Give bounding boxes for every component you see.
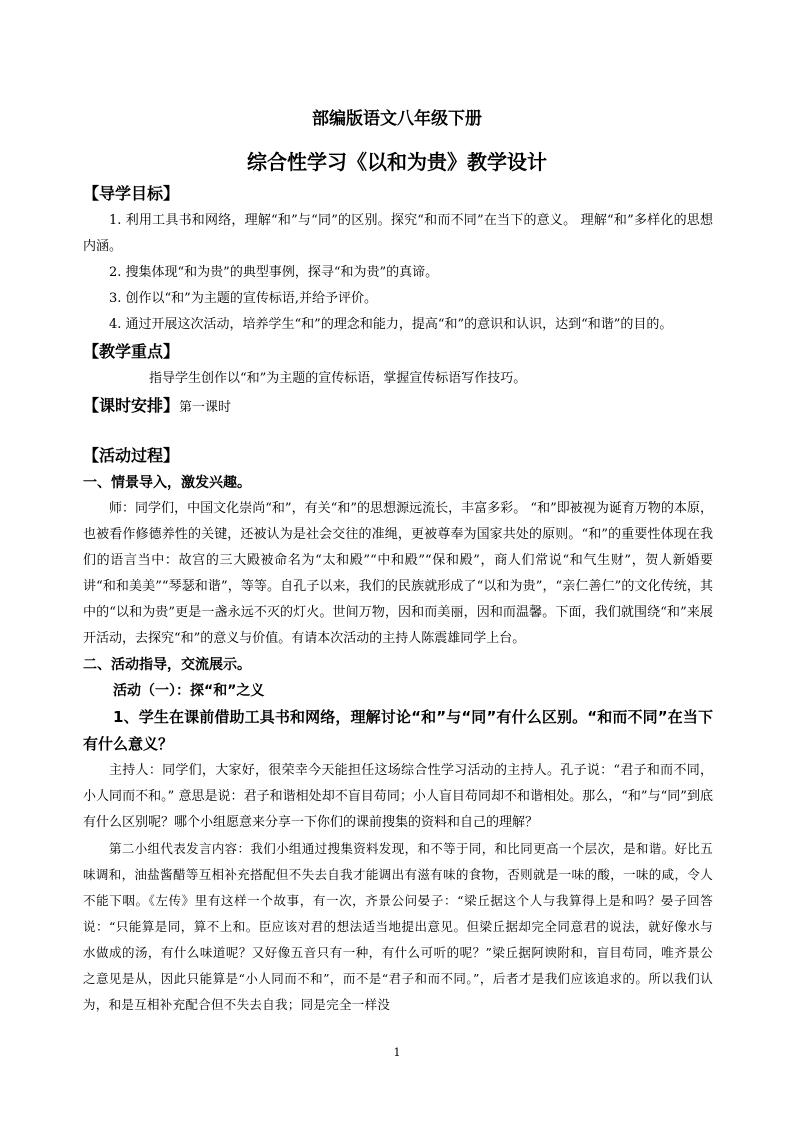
discussion-question: 1、学生在课前借助工具书和网络，理解讨论“和”与“同”有什么区别。“和而不同”在当下有什么意义？ <box>83 708 713 753</box>
section-title: 一、情景导入，激发兴趣。 <box>83 475 251 491</box>
objectives-heading: 【导学目标】 <box>83 184 180 203</box>
host-paragraph: 主持人：同学们，大家好，很荣幸今天能担任这场综合性学习活动的主持人。孔子说：“君子和而不同，小人同而不和。” 意思是说：君子和谐相处却不盲目苟同；小人盲目苟同却不和谐相处。那么，“和”与“同”到底有什么区别呢？哪个小组愿意来分享一下你们的课前搜集的资料和自己的理解？ <box>83 763 713 830</box>
objective-item: 1. 利用工具书和网络，理解“和”与“同”的区别。探究“和而不同”在当下的意义。 理解“和”多样化的思想内涵。 <box>83 213 713 254</box>
page-number: 1 <box>393 1046 401 1059</box>
schedule-line <box>83 392 713 422</box>
objective-item: 4. 通过开展这次活动，培养学生“和”的理念和能力，提高“和”的意识和认识，达到“和谐”的目的。 <box>109 317 673 332</box>
document-subtitle: 综合性学习《以和为贵》教学设计 <box>247 150 547 174</box>
process-heading: 【活动过程】 <box>83 446 180 465</box>
document-title: 部编版语文八年级下册 <box>312 109 482 129</box>
intro-paragraph: 师：同学们，中国文化崇尚“和”，有关“和”的思想源远流长，丰富多彩。 “和”即被视为诞育万物的本原，也被看作修德养性的关键，还被认为是社会交往的准绳，更被尊奉为国家共处的原则。“和”的重要性体现在我们的语言当中：故宫的三大殿被命名为“太和殿”“中和殿”“保和殿”，商人们常说“和气生财”，贺人新婚要讲“和和美美”“琴瑟和谐”，等等。自孔子以来，我们的民族就形成了“以和为贵”，“亲仁善仁”的文化传统，其中的“以和为贵”更是一盏永远不灭的灯火。世间万物，因和而美丽，因和而温馨。下面，我们就围绕“和”来展开活动，去探究“和”的意义与价值。有请本次活动的主持人陈震雄同学上台。 <box>83 501 713 646</box>
schedule-heading: 【课时安排】 <box>83 396 180 415</box>
key-points-text: 指导学生创作以“和”为主题的宣传标语，掌握宣传标语写作技巧。 <box>149 371 527 386</box>
objective-item: 2. 搜集体现“和为贵”的典型事例，探寻“和为贵”的真谛。 <box>109 265 439 280</box>
activity-title: 活动（一）：探“和”之义 <box>113 683 265 699</box>
key-points-heading: 【教学重点】 <box>83 342 180 361</box>
group-speech-paragraph: 第二小组代表发言内容：我们小组通过搜集资料发现，和不等于同，和比同更高一个层次，是和谐。好比五味调和，油盐酱醋等互相补充搭配但不失去自我才能调出有滋有味的食物，否则就是一味的酸，一味的咸，令人不能下咽。《左传》里有这样一个故事，有一次，齐景公问晏子：“梁丘据这个人与我算得上是和吗？晏子回答说：“只能算是同，算不上和。臣应该对君的想法适当地提出意见。但梁丘据却完全同意君的说法，就好像水与水做成的汤，有什么味道呢？又好像五音只有一种，有什么可听的呢？”梁丘据阿谀附和，盲目苟同，唯齐景公之意见是从，因此只能算是“小人同而不和”，而不是“君子和而不同。”，后者才是我们应该追求的。所以我们认为，和是互相补充配合但不失去自我；同是完全一样没 <box>83 841 713 1012</box>
section-title: 二、活动指导，交流展示。 <box>83 657 251 673</box>
objective-item: 3. 创作以“和”为主题的宣传标语,并给予评价。 <box>109 291 377 306</box>
schedule-text: 第一课时 <box>179 400 232 415</box>
document-body <box>83 180 713 1018</box>
